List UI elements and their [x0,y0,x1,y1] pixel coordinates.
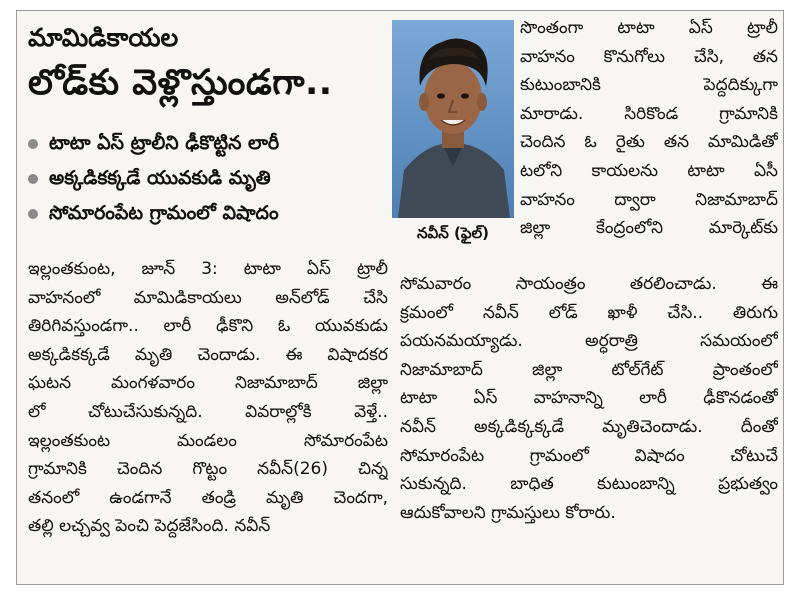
bullet-text: సోమారంపేట గ్రామంలో విషాదం [49,202,279,224]
article-line: కుటుంబానికి పెద్దదిక్కుగా [520,75,778,96]
headline [28,18,378,108]
headline-title: లోడ్‌కు వెళ్లొస్తుండగా.. [28,63,333,103]
article-column-left [28,255,388,541]
article-line: చెందిన ఓ రైతు తన మామిడితో [520,132,778,153]
article-line: పయనమయ్యాడు. అర్ధరాత్రి సమయంలో [400,331,778,352]
article-line: వాహనం కొనుగోలు చేసి, తన [520,46,778,67]
article-line: తనంలో ఉండగానే తండ్రి మృతి చెందగా, [28,487,388,508]
article-line: లో చోటుచేసుకున్నది. వివరాల్లోకి వెళ్తే.. [28,401,388,422]
article-line: తిరిగివస్తుండగా.. లారీ ఢీకొని ఓ యువకుడు [28,316,388,337]
article-line: ఇల్లంతకుంట మండలం సోమారంపేట [28,430,388,451]
article-line: సోమారంపేట గ్రామంలో విషాదం చోటుచే [400,445,778,466]
highlight-bullets [28,126,388,231]
bullet-dot-icon [28,139,38,149]
article-line: ఆదుకోవాలని గ్రామస్తులు కోరారు. [400,502,616,523]
article-line: మారాడు. సిరికొండ గ్రామానికి [520,103,778,124]
bullet-item [28,161,388,196]
bullet-text: అక్కడికక్కడే యువకుడి మృతి [49,167,271,189]
article-column-right-bottom [400,270,778,527]
article-line: అక్కడికక్కడే మృతి చెందాడు. ఈ విషాదకర [28,344,388,365]
photo-caption: నవీన్ (ఫైల్) [417,224,489,242]
bullet-item [28,126,388,161]
bullet-item [28,196,388,231]
article-line: ఘటన మంగళవారం నిజామాబాద్ జిల్లా [28,373,388,394]
article-line: సొంతంగా టాటా ఏస్ ట్రాలీ [520,18,778,38]
article-line: టాటా ఏస్ వాహనాన్ని లారీ ఢీకొనడంతో [400,388,778,409]
article-line: సోమవారం సాయంత్రం తరలించాడు. ఈ [400,274,778,294]
article-line: వాహనం ద్వారా నిజామాబాద్ [520,189,778,210]
article-line: క్రమంలో నవీన్ లోడ్ ఖాళీ చేసి.. తిరుగు [400,302,778,323]
article-column-right-top [520,14,778,243]
headline-kicker: మామిడికాయల [28,23,179,52]
article-line: నవీన్ అక్కడిక్కక్కడే మృతిచెందాడు. దీంతో [400,416,778,437]
article-line: తల్లి లచ్చవ్వ పెంచి పెద్దజేసింది. నవీన్ [28,516,271,537]
article-line: వాహనంలో మామిడికాయలు అన్‌లోడ్ చేసి [28,287,388,308]
portrait-photo [392,20,514,218]
article-line: టలోని కాయలను టాటా ఏసీ [520,160,778,181]
bullet-text: టాటా ఏస్ ట్రాలీని ఢీకొట్టిన లారీ [49,132,280,154]
article-line: ఇల్లంతకుంట, జూన్ 3: టాటా ఏస్ ట్రాలీ [28,259,388,279]
bullet-dot-icon [28,174,38,184]
bullet-dot-icon [28,209,38,219]
article-line: సుకున్నది. బాధిత కుటుంబాన్ని ప్రభుత్వం [400,474,778,495]
article-line: గ్రామానికి చెందిన గొట్టం నవీన్(26) చిన్న [28,459,388,480]
article-line: జిల్లా కేంద్రంలోని మార్కెట్‌కు [520,218,778,239]
article-line: నిజామాబాద్ జిల్లా టోల్‌గేట్ ప్రాంతంలో [400,359,778,380]
portrait-photo-icon [392,20,514,218]
